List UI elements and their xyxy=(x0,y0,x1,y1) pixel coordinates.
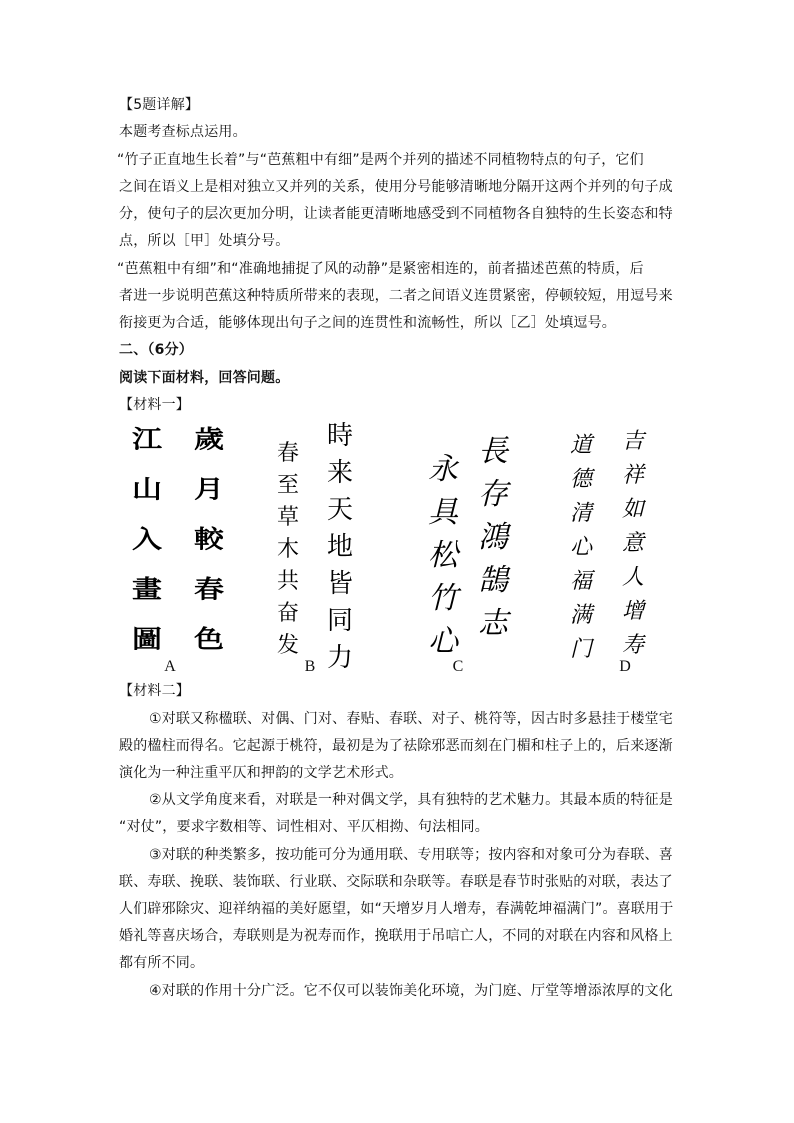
calligraphy-char: 同 xyxy=(326,606,353,636)
couplet-d-col-right xyxy=(607,425,659,667)
calligraphy-char: 江 xyxy=(132,425,162,454)
couplet-c-label: C xyxy=(452,658,464,675)
material2-p2-line1: ②从文学角度来看，对联是一种对偶文学，具有独特的艺术魅力。其最本质的特征是 xyxy=(149,792,673,808)
calligraphy-char: 圖 xyxy=(132,625,162,654)
calligraphy-char: 如 xyxy=(621,497,644,522)
couplet-b-label: B xyxy=(304,658,316,675)
calligraphy-char: 草 xyxy=(276,505,299,530)
section5-p1-line4: 点，所以［甲］处填分号。 xyxy=(119,233,290,249)
section5-p2-line3: 衔接更为合适，能够体现出句子之间的连贯性和流畅性，所以［乙］处填逗号。 xyxy=(119,315,616,331)
calligraphy-char: 清 xyxy=(569,501,592,526)
calligraphy-char: 福 xyxy=(569,569,592,594)
calligraphy-char: 畫 xyxy=(132,575,162,604)
couplet-c-col-right xyxy=(468,430,518,663)
material2-label: 【材料二】 xyxy=(119,683,190,699)
section5-intro: 本题考查标点运用。 xyxy=(119,124,247,140)
calligraphy-char: 力 xyxy=(326,643,353,673)
calligraphy-char: 永 xyxy=(428,452,458,487)
calligraphy-char: 人 xyxy=(621,565,644,590)
section5-p1-line3: 分，使句子的层次更加分明，让读者能更清晰地感受到不同植物各自独特的生长姿态和特 xyxy=(119,206,673,222)
couplet-c xyxy=(418,430,518,663)
calligraphy-char: 发 xyxy=(276,633,299,658)
calligraphy-char: 較 xyxy=(194,525,224,554)
calligraphy-char: 门 xyxy=(569,637,592,662)
material2-p3-line4: 婚礼等喜庆场合，寿联则是为祝寿而作，挽联用于吊唁亡人，不同的对联在内容和风格上 xyxy=(119,928,673,944)
calligraphy-char: 意 xyxy=(621,531,644,556)
section5-p1-line1: “竹子正直地生长着”与“芭蕉粗中有细”是两个并列的描述不同植物特点的句子，它们 xyxy=(117,152,644,168)
couplet-b-col-right xyxy=(314,418,366,677)
calligraphy-char: 長 xyxy=(478,434,508,469)
material2-p1-line3: 演化为一种注重平仄和押韵的文学艺术形式。 xyxy=(119,765,403,781)
calligraphy-char: 德 xyxy=(569,467,592,492)
couplet-a xyxy=(118,415,238,665)
material2-p2-line2: “对仗”，要求字数相等、词性相对、平仄相拗、句法相同。 xyxy=(119,819,489,835)
calligraphy-char: 地 xyxy=(326,532,353,562)
material2-p3-line2: 联、寿联、挽联、装饰联、行业联、交际联和杂联等。春联是春节时张贴的对联，表达了 xyxy=(119,874,673,890)
calligraphy-char: 松 xyxy=(428,538,458,573)
calligraphy-char: 春 xyxy=(276,441,299,466)
calligraphy-char: 心 xyxy=(428,624,458,659)
calligraphy-char: 木 xyxy=(276,537,299,562)
part2-heading: 二、（6分） xyxy=(119,342,193,358)
calligraphy-char: 時 xyxy=(326,421,353,451)
calligraphy-char: 增 xyxy=(621,599,644,624)
couplet-a-label: A xyxy=(164,658,176,675)
calligraphy-char: 色 xyxy=(194,625,224,654)
calligraphy-char: 鵠 xyxy=(478,563,508,598)
material2-p3-line5: 都有所不同。 xyxy=(119,955,205,971)
calligraphy-char: 春 xyxy=(194,575,224,604)
couplet-a-col-right xyxy=(180,415,238,665)
material2-p3-line1: ③对联的种类繁多，按功能可分为通用联、专用联等；按内容和对象可分为春联、喜 xyxy=(149,847,673,863)
calligraphy-char: 吉 xyxy=(621,429,644,454)
couplet-d-label: D xyxy=(619,658,631,675)
material2-p1-line2: 殿的楹柱而得名。它起源于桃符，最初是为了祛除邪恶而刻在门楣和柱子上的，后来逐渐 xyxy=(119,738,673,754)
couplet-a-col-left xyxy=(118,415,176,665)
calligraphy-char: 祥 xyxy=(621,463,644,488)
calligraphy-char: 竹 xyxy=(428,581,458,616)
calligraphy-char: 歲 xyxy=(194,425,224,454)
calligraphy-char: 天 xyxy=(326,495,353,525)
section5-p2-line1: “芭蕉粗中有细”和“准确地捕捉了风的动静”是紧密相连的，前者描述芭蕉的特质，后 xyxy=(117,261,644,277)
section5-header: 【5题详解】 xyxy=(119,97,200,113)
calligraphy-char: 鴻 xyxy=(478,520,508,555)
calligraphy-char: 山 xyxy=(132,475,162,504)
couplet-b xyxy=(262,418,366,677)
calligraphy-char: 至 xyxy=(276,473,299,498)
calligraphy-char: 道 xyxy=(569,433,592,458)
calligraphy-char: 寿 xyxy=(621,633,644,658)
calligraphy-char: 奋 xyxy=(276,601,299,626)
couplet-b-col-left xyxy=(262,438,314,677)
calligraphy-char: 具 xyxy=(428,495,458,530)
calligraphy-char: 心 xyxy=(569,535,592,560)
calligraphy-char: 月 xyxy=(194,475,224,504)
calligraphy-char: 存 xyxy=(478,477,508,512)
couplet-c-col-left xyxy=(418,448,468,663)
couplet-d xyxy=(555,425,659,667)
calligraphy-char: 志 xyxy=(478,606,508,641)
calligraphy-char: 满 xyxy=(569,603,592,628)
material2-p3-line3: 人们辟邪除灾、迎祥纳福的美好愿望，如“天增岁月人增寿，春满乾坤福满门”。喜联用于 xyxy=(119,901,674,917)
material2-p4-line1: ④对联的作用十分广泛。它不仅可以装饰美化环境，为门庭、厅堂等增添浓厚的文化 xyxy=(149,983,673,999)
section5-p1-line2: 之间在语义上是相对独立又并列的关系，使用分号能够清晰地分隔开这两个并列的句子成 xyxy=(119,179,673,195)
calligraphy-char: 皆 xyxy=(326,569,353,599)
section5-p2-line2: 者进一步说明芭蕉这种特质所带来的表现，二者之间语义连贯紧密，停顿较短，用逗号来 xyxy=(119,288,673,304)
part2-instruction: 阅读下面材料，回答问题。 xyxy=(119,370,290,386)
calligraphy-char: 来 xyxy=(326,458,353,488)
calligraphy-char: 入 xyxy=(132,525,162,554)
material1-label: 【材料一】 xyxy=(119,397,190,413)
calligraphy-char: 共 xyxy=(276,569,299,594)
material2-p1-line1: ①对联又称楹联、对偶、门对、春贴、春联、对子、桃符等，因古时多悬挂于楼堂宅 xyxy=(149,711,673,727)
couplet-d-col-left xyxy=(555,429,607,667)
